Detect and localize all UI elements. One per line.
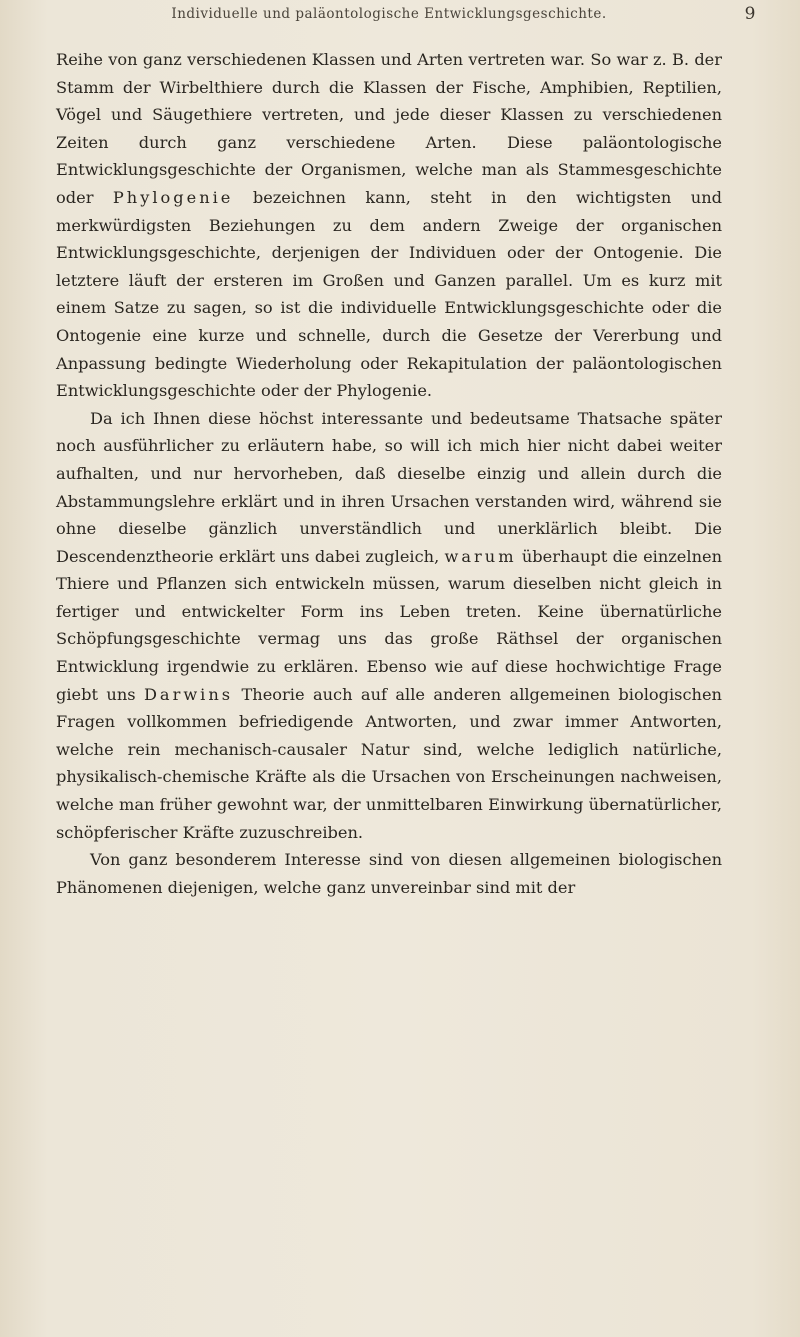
paragraph-1 — [56, 46, 722, 405]
running-title: Individuelle und paläontologische Entwicklungsgeschichte. — [171, 6, 607, 22]
text-segment: Reihe von ganz verschiedenen Klassen und Arten vertreten war. So war z. B. der Stamm der Wirbelthiere durch die Klassen der Fische, Amphibien, Reptilien, Vögel und Säugethiere vertreten, und jede dieser Klassen zu verschiedenen Zeiten durch ganz verschiedene Arten. Diese paläontologische Entwicklungsgeschichte der Organismen, welche man als Stammesgeschichte oder — [56, 50, 722, 207]
emphasized-term-phylogenie: Phylogenie — [112, 187, 234, 207]
text-segment: bezeichnen kann, steht in den wichtigsten und merkwürdigsten Beziehungen zu dem andern Zweige der organischen Entwicklungsgeschichte, derjenigen der Individuen oder der Ontogenie. Die letztere läuft der ersteren im Großen und Ganzen parallel. Um es kurz mit einem Satze zu sagen, so ist die individuelle Entwicklungsgeschichte oder die Ontogenie eine kurze und schnelle, durch die Gesetze der Vererbung und Anpassung bedingte Wiederholung oder Rekapitulation der paläontologischen Entwicklungsgeschichte oder der Phylogenie. — [56, 187, 722, 401]
emphasized-term-darwins: Darwins — [143, 684, 234, 704]
page-number: 9 — [744, 4, 756, 24]
paragraph-2 — [56, 405, 722, 847]
text-segment: Theorie auch auf alle anderen allgemeinen biologischen Fragen vollkommen befriedigende Antworten, und zwar immer Antworten, welche rein mechanisch-causaler Natur sind, welche lediglich natürliche, physikalisch-chemische Kräfte als die Ursachen von Erscheinungen nachweisen, welche man früher gewohnt war, der unmittelbaren Einwirkung übernatürlicher, schöpferischer Kräfte zuzuschreiben. — [56, 684, 722, 842]
body-text — [56, 46, 722, 901]
emphasized-term-warum: warum — [444, 546, 517, 566]
running-head — [56, 0, 756, 46]
text-segment: Von ganz besonderem Interesse sind von diesen allgemeinen biologischen Phänomenen diejenigen, welche ganz unvereinbar sind mit der — [56, 850, 722, 897]
text-segment: überhaupt die einzelnen Thiere und Pflanzen sich entwickeln müssen, warum dieselben nicht gleich in fertiger und entwickelter Form ins Leben treten. Keine übernatürliche Schöpfungsgeschichte vermag uns das große Räthsel der organischen Entwicklung irgendwie zu erklären. Ebenso wie auf diese hochwichtige Frage giebt uns — [56, 546, 722, 704]
text-segment: Da ich Ihnen diese höchst interessante und bedeutsame Thatsache später noch ausführlicher zu erläutern habe, so will ich mich hier nicht dabei weiter aufhalten, und nur hervorheben, daß dieselbe einzig und allein durch die Abstammungslehre erklärt und in ihren Ursachen verstanden wird, während sie ohne dieselbe gänzlich unverständlich und unerklärlich bleibt. Die Descendenztheorie erklärt uns dabei zugleich, — [56, 408, 722, 566]
paragraph-3 — [56, 846, 722, 901]
